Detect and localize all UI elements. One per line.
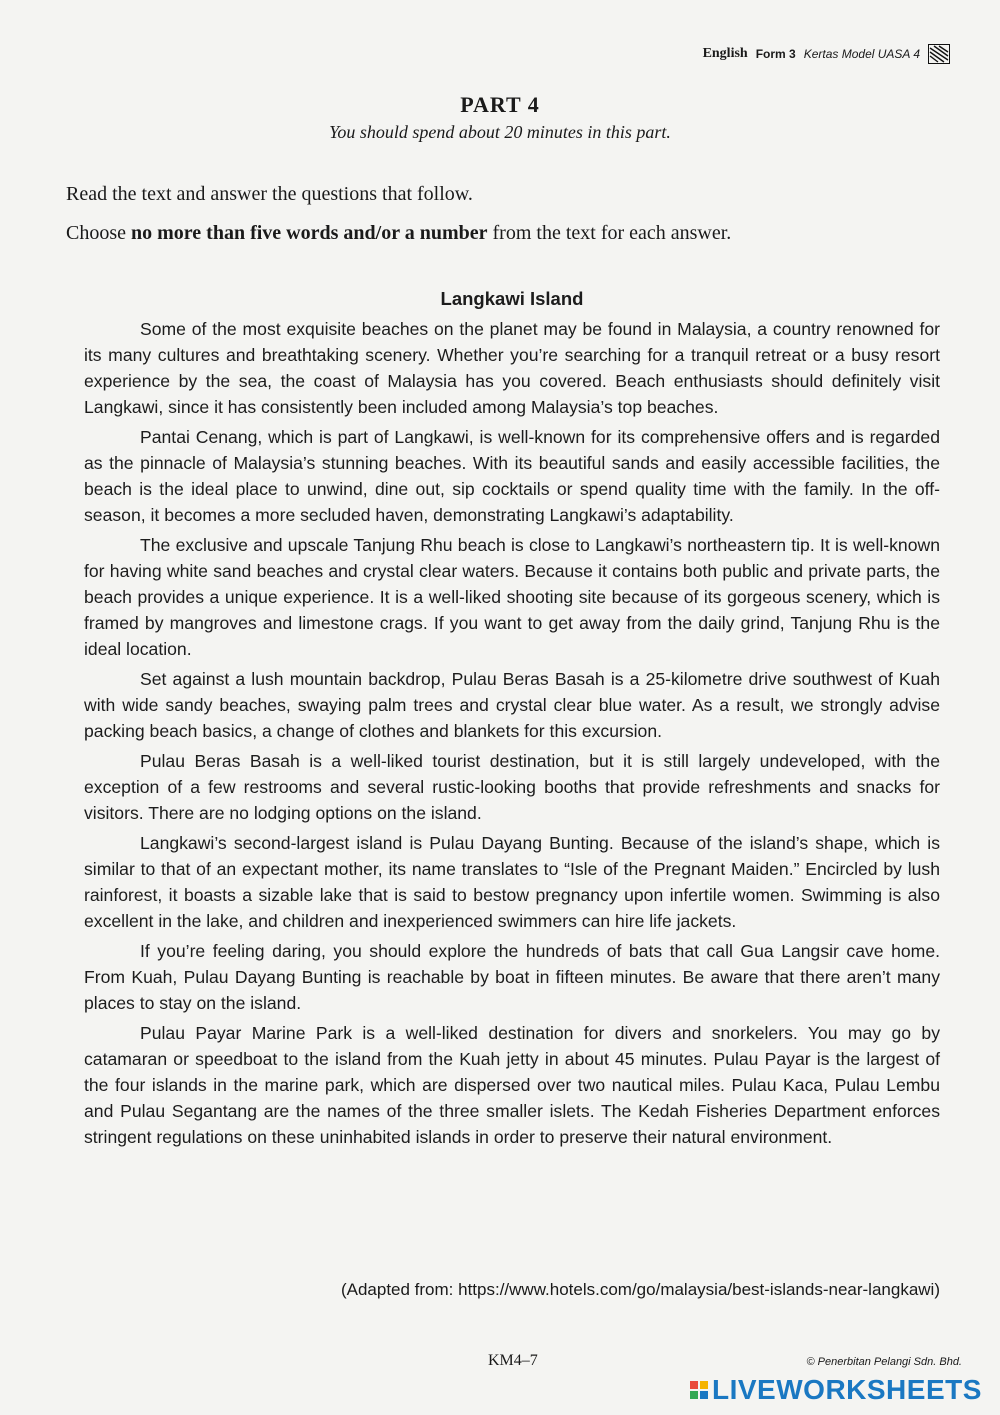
liveworksheets-watermark	[690, 1374, 982, 1406]
instruction-choose-post: from the text for each answer.	[487, 222, 732, 244]
liveworksheets-logo-icon	[690, 1381, 708, 1399]
page-header	[703, 44, 950, 64]
subject-label: English	[702, 46, 748, 61]
paragraph-3: The exclusive and upscale Tanjung Rhu beach is close to Langkawi’s northeastern tip. It is well-known for having white sand beaches and crystal clear waters. Because it contains both public and private parts, the beach provides a unique experience. It is a well-liked shooting site because of its gorgeous scenery, which is framed by mangroves and limestone crags. If you want to get away from the daily grind, Tanjung Rhu is the ideal location.	[84, 535, 940, 659]
paragraph-8: Pulau Payar Marine Park is a well-liked destination for divers and snorkelers. You may go by catamaran or speedboat to the island from the Kuah jetty in about 45 minutes. Pulau Payar is the largest of the four islands in the marine park, which are dispersed over two nautical miles. Pulau Kaca, Pulau Lembu and Pulau Segantang are the names of the three smaller islets. The Kedah Fisheries Department enforces stringent regulations on these uninhabited islands in order to preserve their natural environment.	[84, 1023, 940, 1147]
part-subtitle: You should spend about 20 minutes in this part.	[329, 122, 671, 142]
instruction-choose	[66, 222, 731, 245]
instruction-choose-pre: Choose	[66, 222, 131, 244]
instruction-choose-bold: no more than five words and/or a number	[131, 222, 488, 244]
liveworksheets-wordmark: LIVEWORKSHEETS	[712, 1374, 982, 1405]
paragraph-1: Some of the most exquisite beaches on the planet may be found in Malaysia, a country renowned for its many cultures and breathtaking scenery. Whether you’re searching for a tranquil retreat or a busy resort experience by the sea, the coast of Malaysia has you covered. Beach enthusiasts should definitely visit Langkawi, since it has consistently been included among Malaysia’s top beaches.	[84, 319, 940, 417]
part-title: PART 4	[460, 92, 540, 117]
form-label: Form 3	[755, 47, 796, 61]
paragraph-7: If you’re feeling daring, you should explore the hundreds of bats that call Gua Langsir cave home. From Kuah, Pulau Dayang Bunting is reachable by boat in fifteen minutes. Be aware that there aren’t many places to stay on the island.	[84, 941, 940, 1013]
paragraph-2: Pantai Cenang, which is part of Langkawi, is well-known for its comprehensive offers and is regarded as the pinnacle of Malaysia’s stunning beaches. With its beautiful sands and easily accessible facilities, the beach is the ideal place to unwind, dine out, sip cocktails or spend quality time with the family. In the off-season, it becomes a more secluded haven, demonstrating Langkawi’s adaptability.	[84, 427, 940, 525]
paragraph-6: Langkawi’s second-largest island is Pulau Dayang Bunting. Because of the island’s shape, which is similar to that of an expectant mother, its name translates to “Isle of the Pregnant Maiden.” Encircled by lush rainforest, it boasts a sizable lake that is said to bestow pregnancy upon infertile women. Swimming is also excellent in the lake, and children and inexperienced swimmers can hire life jackets.	[84, 833, 940, 931]
instruction-read: Read the text and answer the questions that follow.	[66, 183, 473, 205]
source-citation: (Adapted from: https://www.hotels.com/go/malaysia/best-islands-near-langkawi)	[340, 1280, 940, 1299]
paragraph-5: Pulau Beras Basah is a well-liked tourist destination, but it is still largely undeveloped, with the exception of a few restrooms and several rustic-looking booths that provide refreshments and snacks for visitors. There are no lodging options on the island.	[84, 751, 940, 823]
paper-label: Kertas Model UASA 4	[803, 47, 920, 61]
reading-passage	[84, 286, 940, 1154]
page-number: KM4–7	[488, 1352, 538, 1369]
paragraph-4: Set against a lush mountain backdrop, Pulau Beras Basah is a 25-kilometre drive southwest of Kuah with wide sandy beaches, swaying palm trees and crystal clear blue water. As a result, we strongly advise packing beach basics, a change of clothes and blankets for this excursion.	[84, 669, 940, 741]
copyright-notice: © Penerbitan Pelangi Sdn. Bhd.	[806, 1356, 962, 1368]
publisher-logo-icon	[928, 44, 950, 64]
passage-title: Langkawi Island	[440, 288, 584, 309]
